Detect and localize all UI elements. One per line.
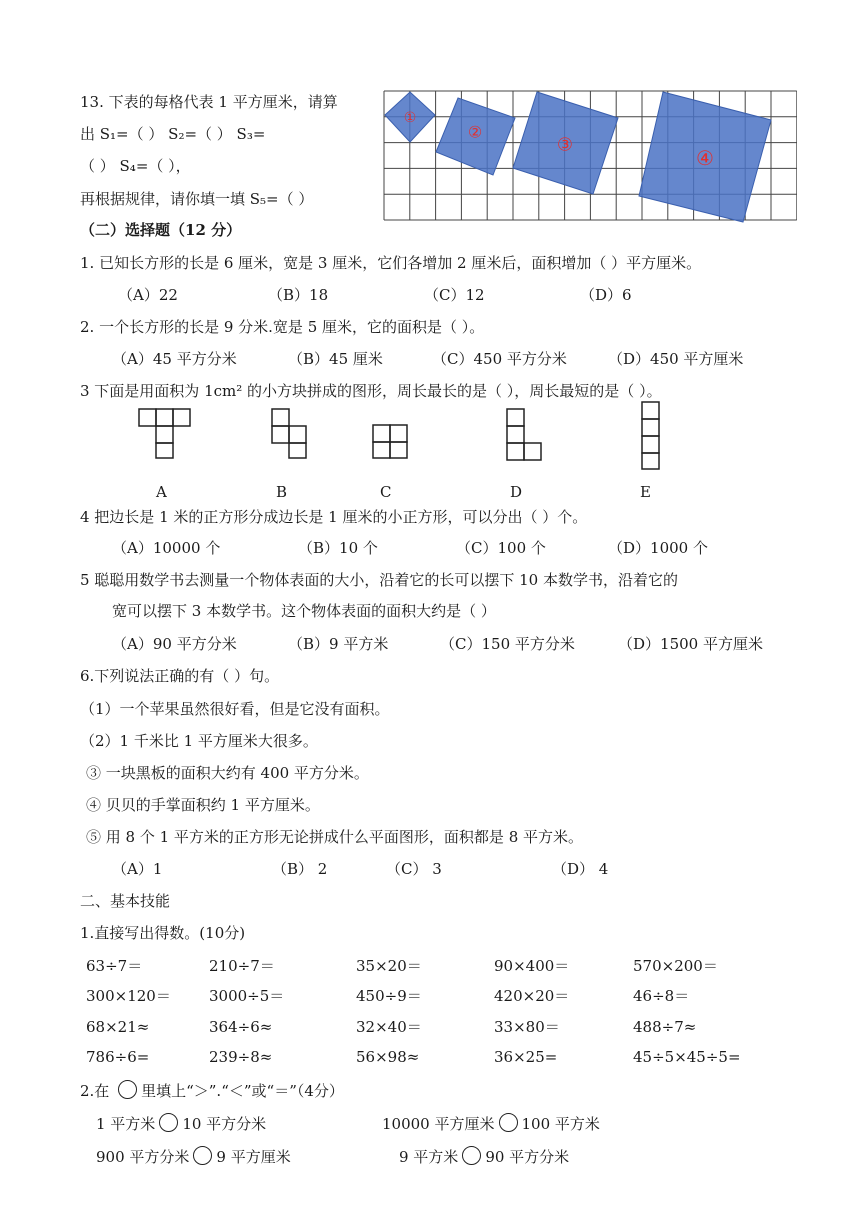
compare-item-3 [96, 1146, 291, 1167]
compare-right: 10 平方分米 [182, 1115, 267, 1133]
answer-circle-icon[interactable] [462, 1146, 481, 1165]
choice-q5-option-a: （A）90 平方分米 [112, 635, 237, 653]
calc-item: 33×80＝ [494, 1018, 560, 1036]
calc-item: 364÷6≈ [209, 1018, 273, 1036]
compare-left: 9 平方米 [399, 1148, 459, 1166]
compare-left: 1 平方米 [96, 1115, 156, 1133]
q13-line2: 出 S₁=（ ） S₂=（ ） S₃= [80, 125, 266, 143]
figure-e-shape [640, 401, 662, 471]
choice-q2-text: 2. 一个长方形的长是 9 分米.宽是 5 厘米，它的面积是（ ）。 [80, 318, 485, 336]
q6-statement-2: （2）1 千米比 1 平方厘米大很多。 [80, 732, 318, 750]
choice-q3-text: 3 下面是用面积为 1cm² 的小方块拼成的图形，周长最长的是（ ），周长最短的是（ ）。 [80, 382, 662, 400]
calc-item: 488÷7≈ [633, 1018, 697, 1036]
choice-q2-option-b: （B）45 厘米 [288, 350, 383, 368]
choice-q1-text: 1. 已知长方形的长是 6 厘米，宽是 3 厘米，它们各增加 2 厘米后，面积增加（ ）平方厘米。 [80, 254, 702, 272]
choice-q6-option-d: （D） 4 [552, 860, 609, 878]
compare-left: 900 平方分米 [96, 1148, 190, 1166]
choice-q4-option-c: （C）100 个 [456, 539, 546, 557]
section-choice-title: （二）选择题（12 分） [80, 221, 242, 239]
compare-left: 10000 平方厘米 [382, 1115, 495, 1133]
choice-q4-text: 4 把边长是 1 米的正方形分成边长是 1 厘米的小正方形，可以分出（ ）个。 [80, 508, 588, 526]
section-skill-title: 二、基本技能 [80, 892, 171, 910]
figure-d-shape [506, 408, 544, 462]
q13-line3: （ ） S₄=（ ）， [80, 157, 191, 175]
calc-item: 63÷7＝ [86, 957, 143, 975]
choice-q5-option-b: （B）9 平方米 [288, 635, 389, 653]
figure-label-c: C [380, 483, 392, 501]
calc-item: 56×98≈ [356, 1048, 420, 1066]
figure-label-d: D [510, 483, 523, 501]
tilted-squares [385, 92, 771, 222]
figure-label-a: A [156, 483, 167, 501]
q13-line4: 再根据规律，请你填一填 S₅=（ ） [80, 190, 314, 208]
choice-q2-option-a: （A）45 平方分米 [112, 350, 237, 368]
q6-statement-5: ⑤ 用 8 个 1 平方米的正方形无论拼成什么平面图形，面积都是 8 平方米。 [86, 828, 584, 846]
calc-item: 570×200＝ [633, 957, 718, 975]
calc-item: 210÷7＝ [209, 957, 275, 975]
compare-title-suffix: 里填上“＞”.“＜”或“＝”（4分） [141, 1082, 344, 1100]
compare-right: 90 平方分米 [485, 1148, 570, 1166]
choice-q4-option-b: （B）10 个 [298, 539, 378, 557]
choice-q1-option-d: （D）6 [580, 286, 632, 304]
choice-q6-option-a: （A）1 [112, 860, 163, 878]
choice-q2-option-c: （C）450 平方分米 [432, 350, 567, 368]
choice-q5-text-line1: 5 聪聪用数学书去测量一个物体表面的大小，沿着它的长可以摆下 10 本数学书，沿着它的 [80, 571, 678, 589]
figure-c-shape [372, 424, 410, 460]
compare-right: 100 平方米 [521, 1115, 600, 1133]
choice-q1-option-a: （A）22 [118, 286, 178, 304]
compare-item-1 [96, 1113, 266, 1134]
calc-item: 36×25= [494, 1048, 558, 1066]
compare-title [80, 1080, 344, 1101]
square-label-3: ③ [556, 134, 574, 156]
q13-line1: 13. 下表的每格代表 1 平方厘米，请算 [80, 93, 338, 111]
choice-q5-option-c: （C）150 平方分米 [440, 635, 575, 653]
compare-title-prefix: 2.在 [80, 1082, 115, 1100]
q6-statement-4: ④ 贝贝的手掌面积约 1 平方厘米。 [86, 796, 320, 814]
choice-q1-option-c: （C）12 [424, 286, 485, 304]
choice-q6-option-b: （B） 2 [272, 860, 328, 878]
choice-q6-option-c: （C） 3 [386, 860, 442, 878]
q6-statement-1: （1）一个苹果虽然很好看，但是它没有面积。 [80, 700, 390, 718]
calc-item: 239÷8≈ [209, 1048, 273, 1066]
calc-item: 68×21≈ [86, 1018, 150, 1036]
calc-item: 46÷8＝ [633, 987, 690, 1005]
compare-item-4 [399, 1146, 569, 1167]
square-label-2: ② [467, 122, 483, 142]
choice-q6-text: 6.下列说法正确的有（ ）句。 [80, 667, 280, 685]
compare-item-2 [382, 1113, 600, 1134]
figure-label-b: B [276, 483, 288, 501]
square-label-1: ① [403, 109, 417, 126]
calc-item: 32×40＝ [356, 1018, 422, 1036]
calc-item: 786÷6= [86, 1048, 150, 1066]
square-label-4: ④ [696, 146, 714, 170]
choice-q4-option-d: （D）1000 个 [608, 539, 708, 557]
choice-q5-text-line2: 宽可以摆下 3 本数学书。这个物体表面的面积大约是（ ） [112, 602, 496, 620]
calc-item: 3000÷5＝ [209, 987, 285, 1005]
answer-circle-icon[interactable] [159, 1113, 178, 1132]
q6-statement-3: ③ 一块黑板的面积大约有 400 平方分米。 [86, 764, 369, 782]
answer-circle-icon [118, 1080, 137, 1099]
calc-title: 1.直接写出得数。(10分) [80, 924, 246, 942]
calc-item: 45÷5×45÷5= [633, 1048, 741, 1066]
calc-item: 420×20＝ [494, 987, 570, 1005]
answer-circle-icon[interactable] [499, 1113, 518, 1132]
figure-a-shape [138, 408, 192, 460]
choice-q1-option-b: （B）18 [268, 286, 329, 304]
choice-q4-option-a: （A）10000 个 [112, 539, 221, 557]
square-grid-figure [383, 90, 797, 224]
choice-q2-option-d: （D）450 平方厘米 [608, 350, 744, 368]
compare-right: 9 平方厘米 [216, 1148, 291, 1166]
calc-item: 450÷9＝ [356, 987, 422, 1005]
figure-b-shape [271, 408, 309, 460]
figure-label-e: E [640, 483, 651, 501]
choice-q5-option-d: （D）1500 平方厘米 [618, 635, 763, 653]
answer-circle-icon[interactable] [193, 1146, 212, 1165]
calc-item: 90×400＝ [494, 957, 570, 975]
calc-item: 300×120＝ [86, 987, 171, 1005]
calc-item: 35×20＝ [356, 957, 422, 975]
